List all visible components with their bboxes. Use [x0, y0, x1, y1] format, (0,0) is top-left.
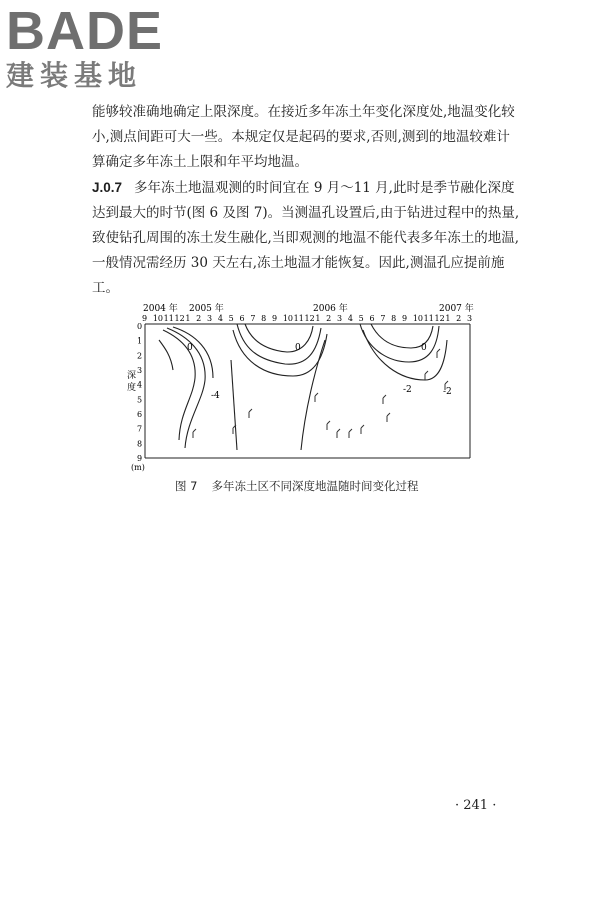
month-tick-label: 1: [315, 314, 321, 323]
depth-tick-label: 9: [137, 454, 143, 463]
depth-tick-label: 7: [137, 424, 143, 434]
month-tick-label: 1: [445, 314, 451, 323]
month-tick-label: 6: [239, 314, 245, 323]
month-tick-label: 5: [358, 314, 364, 323]
month-tick-label: 2: [326, 314, 332, 323]
figure-7: [125, 300, 485, 480]
page-number: · 241 ·: [455, 798, 497, 813]
month-tick-label: 3: [467, 314, 473, 323]
depth-tick-label: 4: [137, 380, 143, 390]
contour-line-2a: [237, 324, 321, 364]
month-tick-label: 6: [369, 314, 375, 323]
month-tick-label: 3: [337, 314, 343, 323]
month-tick-labels: [142, 314, 472, 323]
logo: [6, 1, 186, 92]
depth-tick-label: 1: [137, 336, 143, 346]
contour-group-2: [231, 324, 327, 450]
marker: [361, 425, 364, 434]
month-tick-label: 3: [207, 314, 213, 323]
contour-label-0-c: 0: [421, 343, 427, 353]
month-tick-label: 2: [456, 314, 462, 323]
marker: [337, 429, 340, 438]
month-tick-label: 7: [380, 314, 386, 323]
contour-label-0-b: 0: [295, 343, 301, 353]
clause-j07: [92, 175, 522, 301]
month-tick-label: 10: [412, 314, 424, 323]
contour-line-2b: [233, 330, 327, 376]
contour-line-3b: [363, 330, 447, 380]
month-tick-label: 12: [434, 314, 445, 323]
ground-temperature-figure: [125, 300, 485, 480]
marker: [193, 429, 196, 438]
contour-label-neg2-b: -2: [443, 387, 452, 397]
year-label-2007: 2007 年: [439, 304, 474, 314]
month-tick-label: 1: [185, 314, 191, 323]
month-tick-label: 4: [347, 314, 353, 323]
depth-tick-labels: [137, 322, 142, 463]
year-label-2006: 2006 年: [313, 304, 348, 314]
contour-group-1: [159, 327, 213, 448]
month-tick-label: 12: [174, 314, 185, 323]
year-label-2005: 2005 年: [189, 304, 224, 314]
month-tick-label: 4: [217, 314, 223, 323]
contour-line-2c: [245, 324, 313, 352]
marker: [327, 421, 330, 430]
month-tick-label: 12: [304, 314, 315, 323]
depth-tick-label: 6: [137, 410, 143, 419]
depth-tick-label: 8: [137, 439, 143, 449]
marker: [437, 349, 440, 358]
month-tick-label: 9: [272, 314, 278, 323]
marker: [383, 395, 386, 404]
caption-text: 多年冻土区不同深度地温随时间变化过程: [211, 479, 419, 493]
marker: [387, 413, 390, 422]
month-tick-label: 10: [282, 314, 294, 323]
paragraph-1: [92, 100, 522, 175]
contour-line-1d: [159, 340, 173, 370]
paragraph-1-text: 能够较准确地确定上限深度。在接近多年冻土年变化深度处,地温变化较小,测点间距可大一些。本规定仅是起码的要求,否则,测到的地温较难计算确定多年冻土上限和年平均地温。: [92, 104, 515, 170]
clause-number: J.0.7: [92, 180, 123, 195]
depth-label-char-2: 度: [127, 383, 137, 393]
depth-tick-label: 5: [137, 395, 143, 405]
clause-text: 多年冻土地温观测的时间宜在 9 月～11 月,此时是季节融化深度达到最大的时节(图 6 及图 7)。当测温孔设置后,由于钻进过程中的热量,致使钻孔周围的冻土发生融化,当即观测的地温不能代表多年冻土的地温,一般情况需经历 30 天左右,冻土地温才能恢复。因此,测温孔应提前施工。: [92, 180, 520, 296]
depth-tick-label: 2: [137, 351, 143, 361]
month-tick-label: 9: [402, 314, 408, 323]
month-tick-label: 5: [228, 314, 234, 323]
contour-line-1c: [173, 327, 213, 378]
month-tick-label: 11: [293, 314, 304, 323]
marker: [315, 393, 318, 402]
month-tick-label: 7: [250, 314, 256, 323]
marker: [349, 429, 352, 438]
contour-label-neg4: -4: [211, 391, 220, 401]
month-tick-label: 2: [196, 314, 202, 323]
marker: [249, 409, 252, 418]
contour-line-2d: [231, 360, 237, 450]
marker: [425, 371, 428, 380]
figure-caption: [175, 478, 418, 494]
depth-label-char-1: 深: [127, 371, 137, 381]
month-tick-label: 11: [163, 314, 174, 323]
logo-sub-text: 建装基地: [6, 59, 143, 92]
caption-number: 图 7: [175, 479, 198, 493]
depth-unit: (m): [131, 463, 145, 472]
contour-line-3a: [360, 324, 439, 362]
month-tick-label: 11: [423, 314, 434, 323]
contour-label-neg2: -2: [403, 385, 412, 395]
month-tick-label: 10: [152, 314, 164, 323]
month-tick-label: 8: [391, 314, 397, 323]
year-label-2004: 2004 年: [143, 304, 178, 314]
contour-group-3: [360, 324, 447, 380]
contour-label-0-a: 0: [187, 343, 193, 353]
month-tick-label: 8: [261, 314, 267, 323]
depth-tick-label: 0: [137, 322, 143, 331]
depth-tick-label: 3: [137, 366, 143, 375]
contour-line-2e: [301, 340, 325, 450]
month-tick-label: 9: [142, 314, 148, 323]
logo-main-text: BADE: [6, 1, 164, 61]
